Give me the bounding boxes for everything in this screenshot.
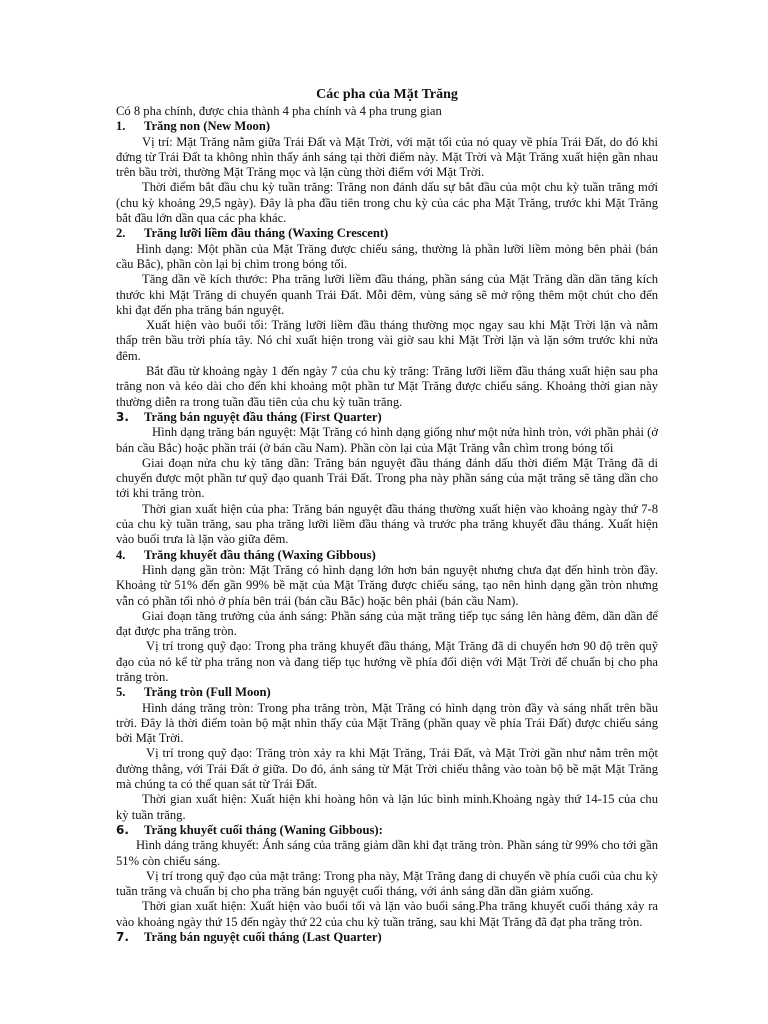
paragraph: Thời gian xuất hiện: Xuất hiện vào buổi tối và lặn vào buổi sáng.Pha trăng khuyết cuối tháng xảy ra vào khoảng ngày thứ 15 đến ngày thứ 22 của chu kỳ tuần trăng, sau khi Mặt Trăng đã đạt pha trăng tròn. <box>116 899 658 929</box>
section-heading-waxing-gibbous <box>116 548 658 563</box>
paragraph: Vị trí: Mặt Trăng nằm giữa Trái Đất và Mặt Trời, với mặt tối của nó quay về phía Trái Đất, do đó khi đứng từ Trái Đất ta không nhìn thấy ánh sáng tại thời điểm này. Mặt Trời và Mặt Trăng xuất hiện gần nhau trên bầu trời, thường Mặt Trăng mọc và lặn cùng thời điểm với Mặt Trời. <box>116 134 658 180</box>
section-number: 6. <box>116 822 129 837</box>
paragraph: Xuất hiện vào buổi tối: Trăng lưỡi liềm đầu tháng thường mọc ngay sau khi Mặt Trời lặn và nằm thấp trên bầu trời phía tây. Nó chỉ xuất hiện trong vài giờ sau khi Mặt Trời lặn và lặn sớm trước khi nửa đêm. <box>116 318 658 363</box>
section-title: Trăng tròn (Full Moon) <box>144 685 271 700</box>
paragraph: Tăng dần về kích thước: Pha trăng lưỡi liềm đầu tháng, phần sáng của Mặt Trăng dần dần tăng kích thước khi Mặt Trăng di chuyển quanh Trái Đất. Mỗi đêm, vùng sáng sẽ mở rộng thêm một chút cho đến khi đạt đến pha trăng bán nguyệt. <box>116 272 658 317</box>
section-number: 4. <box>116 547 126 562</box>
section-title: Trăng bán nguyệt cuối tháng (Last Quarter) <box>144 930 382 945</box>
paragraph: Thời điểm bắt đầu chu kỳ tuần trăng: Trăng non đánh dấu sự bắt đầu của một chu kỳ tuần trăng mới (chu kỳ khoảng 29,5 ngày). Đây là pha đầu tiên trong chu kỳ của các pha Mặt Trăng, trước khi Mặt Trăng bắt đầu lớn dần qua các pha khác. <box>116 180 658 226</box>
section-heading-last-quarter <box>116 930 658 945</box>
paragraph: Vị trí trong quỹ đạo: Trăng tròn xảy ra khi Mặt Trăng, Trái Đất, và Mặt Trời gần như nằm trên một đường thẳng, với Trái Đất ở giữa. Do đó, ánh sáng từ Mặt Trời chiếu thẳng vào toàn bộ bề mặt Mặt Trăng mà chúng ta có thể quan sát từ Trái Đất. <box>116 746 658 792</box>
paragraph: Hình dạng: Một phần của Mặt Trăng được chiếu sáng, thường là phần lưỡi liềm mỏng bên phải (bán cầu Bắc), phần còn lại bị chìm trong bóng tối. <box>116 241 658 271</box>
section-number: 1. <box>116 119 126 134</box>
section-title: Trăng bán nguyệt đầu tháng (First Quarter) <box>144 409 382 424</box>
paragraph: Thời gian xuất hiện: Xuất hiện khi hoàng hôn và lặn lúc bình minh.Khoảng ngày thứ 14-15 của chu kỳ tuần trăng. <box>116 792 658 822</box>
paragraph: Giai đoạn tăng trưởng của ánh sáng: Phần sáng của mặt trăng tiếp tục sáng lên hàng đêm, dần dần để đạt được pha trăng tròn. <box>116 608 658 639</box>
paragraph: Giai đoạn nửa chu kỳ tăng dần: Trăng bán nguyệt đầu tháng đánh dấu thời điểm Mặt Trăng đã di chuyển được một phần tư quỹ đạo quanh Trái Đất. Trong pha này phần sáng của mặt trăng sẽ tăng dần cho tới khi trăng tròn. <box>116 455 658 501</box>
page-title: Các pha của Mặt Trăng <box>316 87 458 102</box>
section-title: Trăng khuyết đầu tháng (Waxing Gibbous) <box>144 547 376 562</box>
paragraph: Hình dáng trăng tròn: Trong pha trăng tròn, Mặt Trăng có hình dạng tròn đầy và sáng nhất trên bầu trời. Đây là thời điểm toàn bộ mặt nhìn thấy của Mặt Trăng (phần quay về phía Trái Đất) được chiếu sáng bởi Mặt Trời. <box>116 700 658 746</box>
section-heading-waning-gibbous <box>116 823 658 838</box>
section-number: 5. <box>116 685 126 700</box>
paragraph: Vị trí trong quỹ đạo: Trong pha trăng khuyết đầu tháng, Mặt Trăng đã di chuyển hơn 90 độ trên quỹ đạo của nó kể từ pha trăng non và đang tiếp tục hướng về phía đối diện với Mặt Trời để chuẩn bị cho pha trăng tròn. <box>116 639 658 684</box>
section-title: Trăng khuyết cuối tháng (Waning Gibbous): <box>144 822 383 837</box>
section-heading-first-quarter <box>116 410 658 425</box>
paragraph: Vị trí trong quỹ đạo của mặt trăng: Trong pha này, Mặt Trăng đang di chuyển về phía cuối của chu kỳ tuần trăng và chuẩn bị cho pha trăng bán nguyệt cuối tháng, với ánh sáng dần dần giảm xuống. <box>116 868 658 899</box>
section-number: 7. <box>116 930 129 945</box>
paragraph: Hình dạng trăng bán nguyệt: Mặt Trăng có hình dạng giống như một nửa hình tròn, với phần phải (ở bán cầu Bắc) hoặc phần trái (ở bán cầu Nam). Phần còn lại của Mặt Trăng vẫn chìm trong bóng tối <box>116 425 658 455</box>
section-number: 3. <box>116 409 129 424</box>
paragraph: Bắt đầu từ khoảng ngày 1 đến ngày 7 của chu kỳ trăng: Trăng lưỡi liềm đầu tháng xuất hiện sau pha trăng non và kéo dài cho đến khi khoảng một phần tư Mặt Trăng được chiếu sáng. Khoảng thời gian này thường diễn ra trong tuần đầu tiên của chu kỳ tuần trăng. <box>116 364 658 409</box>
section-heading-new-moon <box>116 119 658 134</box>
section-heading-waxing-crescent <box>116 226 658 241</box>
section-title: Trăng lưỡi liềm đầu tháng (Waxing Crescent) <box>144 226 389 241</box>
paragraph: Hình dáng trăng khuyết: Ánh sáng của trăng giảm dần khi đạt trăng tròn. Phần sáng từ 99% cho tới gần 51% còn chiếu sáng. <box>116 838 658 868</box>
intro-text: Có 8 pha chính, được chia thành 4 pha chính và 4 pha trung gian <box>116 104 442 118</box>
paragraph: Hình dạng gần tròn: Mặt Trăng có hình dạng lớn hơn bán nguyệt nhưng chưa đạt đến hình tròn đầy. Khoảng từ 51% đến gần 99% bề mặt của Mặt Trăng được chiếu sáng, tạo nên hình dạng gần tròn nhưng vẫn có phần tối nhỏ ở phía bên trái (bán cầu Bắc) hoặc bên phải (bán cầu Nam). <box>116 562 658 608</box>
paragraph: Thời gian xuất hiện của pha: Trăng bán nguyệt đầu tháng thường xuất hiện vào khoảng ngày thứ 7-8 của chu kỳ tuần trăng, sau pha trăng lưỡi liềm đầu tháng và trước pha trăng khuyết đầu tháng. Xuất hiện vào buổi trưa là lặn vào giữa đêm. <box>116 501 658 547</box>
section-title: Trăng non (New Moon) <box>144 119 271 134</box>
section-heading-full-moon <box>116 685 658 700</box>
section-number: 2. <box>116 226 126 241</box>
